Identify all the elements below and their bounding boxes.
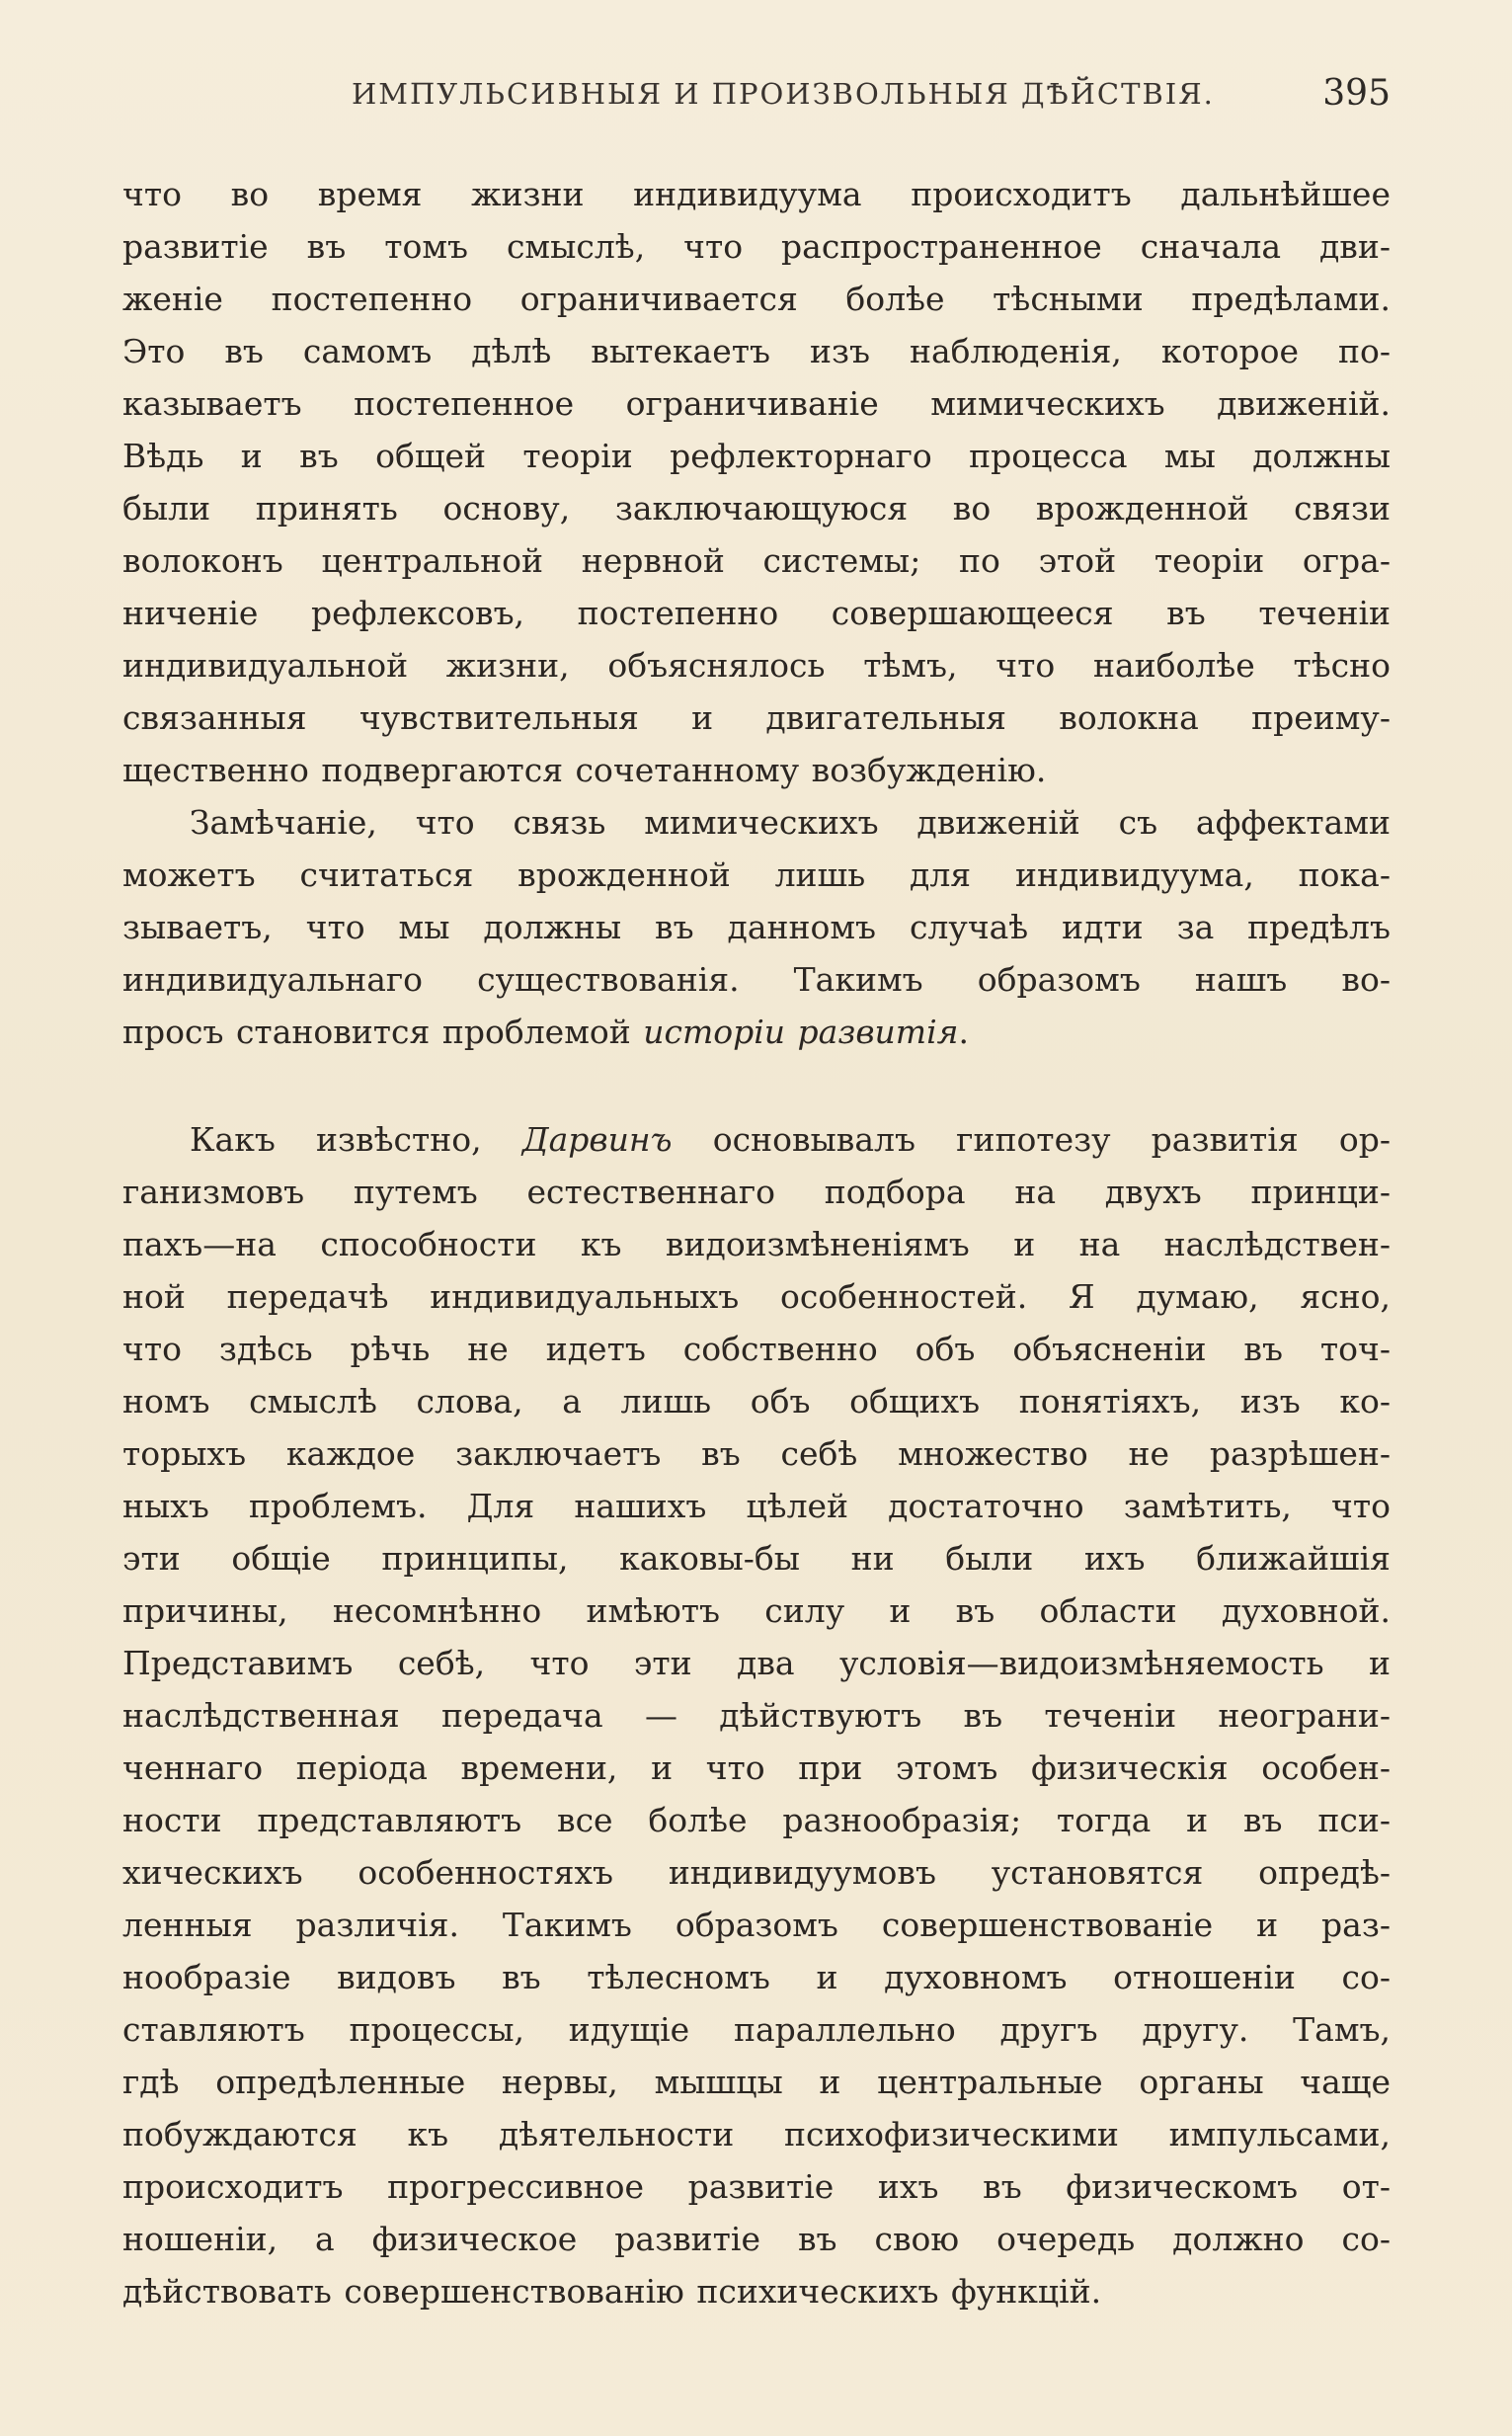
- text-line: можетъ считаться врожденной лишь для индивидуума, пока-: [122, 855, 1391, 894]
- text-line: ченнаго періода времени, и что при этомъ физическія особен-: [122, 1748, 1391, 1787]
- text-line: номъ смыслѣ слова, а лишь объ общихъ понятіяхъ, изъ ко-: [122, 1382, 1391, 1421]
- line-suffix: основывалъ гипотезу развитія ор-: [672, 1120, 1391, 1159]
- text-line: Это въ самомъ дѣлѣ вытекаетъ изъ наблюденія, которое по-: [122, 332, 1391, 370]
- text-line: волоконъ центральной нервной системы; по этой теоріи огра-: [122, 541, 1391, 580]
- paragraph-3: [122, 1113, 1391, 2317]
- text-line-with-italic: [122, 1006, 1391, 1058]
- text-line: Замѣчаніе, что связь мимическихъ движеній съ аффектами: [190, 803, 1391, 842]
- text-line: ленныя различія. Такимъ образомъ совершенствованіе и раз-: [122, 1906, 1391, 1944]
- text-line: развитіе въ томъ смыслѣ, что распространенное сначала дви-: [122, 227, 1391, 266]
- paragraph-2: [122, 796, 1391, 1058]
- line-prefix: Какъ извѣстно,: [190, 1120, 522, 1159]
- text-line: Вѣдь и въ общей теоріи рефлекторнаго процесса мы должны: [122, 437, 1391, 475]
- text-line: что здѣсь рѣчь не идетъ собственно объ объясненіи въ точ-: [122, 1330, 1391, 1368]
- running-title: ИМПУЛЬСИВНЫЯ И ПРОИЗВОЛЬНЫЯ ДѢЙСТВІЯ.: [352, 77, 1215, 111]
- text-line: происходитъ прогрессивное развитіе ихъ въ физическомъ от-: [122, 2167, 1391, 2206]
- section-gap: [122, 1058, 1391, 1113]
- text-line: эти общіе принципы, каковы-бы ни были ихъ ближайшія: [122, 1539, 1391, 1578]
- text-line: Представимъ себѣ, что эти два условія—видоизмѣняемость и: [122, 1644, 1391, 1682]
- text-line: ганизмовъ путемъ естественнаго подбора на двухъ принци-: [122, 1173, 1391, 1211]
- text-line: гдѣ опредѣленные нервы, мышцы и центральные органы чаще: [122, 2063, 1391, 2101]
- text-line: индивидуальнаго существованія. Такимъ образомъ нашъ во-: [122, 960, 1391, 999]
- paragraph-1: [122, 168, 1391, 796]
- italic-phrase: исторіи развитія: [643, 1013, 959, 1051]
- text-line: индивидуальной жизни, объяснялось тѣмъ, что наиболѣе тѣсно: [122, 646, 1391, 685]
- text-line-with-italic: [122, 1113, 1391, 1166]
- text-line: ной передачѣ индивидуальныхъ особенностей. Я думаю, ясно,: [122, 1277, 1391, 1316]
- text-line: ниченіе рефлексовъ, постепенно совершающееся въ теченіи: [122, 594, 1391, 632]
- line-prefix: просъ становится проблемой: [122, 1013, 644, 1051]
- text-line: торыхъ каждое заключаетъ въ себѣ множество не разрѣшен-: [122, 1434, 1391, 1473]
- running-header: [122, 73, 1391, 121]
- text-line: зываетъ, что мы должны въ данномъ случаѣ идти за предѣлъ: [122, 908, 1391, 946]
- text-line: ности представляютъ все болѣе разнообразія; тогда и въ пси-: [122, 1801, 1391, 1839]
- text-line: связанныя чувствительныя и двигательныя волокна преиму-: [122, 698, 1391, 737]
- italic-name: Дарвинъ: [521, 1120, 673, 1159]
- text-line: дѣйствовать совершенствованію психическихъ функцій.: [122, 2272, 1102, 2311]
- text-line: что во время жизни индивидуума происходитъ дальнѣйшее: [122, 175, 1391, 213]
- text-line: причины, несомнѣнно имѣютъ силу и въ области духовной.: [122, 1591, 1391, 1630]
- text-line: были принять основу, заключающуюся во врожденной связи: [122, 489, 1391, 528]
- text-line: ныхъ проблемъ. Для нашихъ цѣлей достаточно замѣтить, что: [122, 1487, 1391, 1525]
- line-suffix: .: [958, 1013, 969, 1051]
- text-line: побуждаются къ дѣятельности психофизическими импульсами,: [122, 2115, 1391, 2153]
- text-line: казываетъ постепенное ограничиваніе мимическихъ движеній.: [122, 384, 1391, 423]
- text-line: наслѣдственная передача — дѣйствуютъ въ теченіи неограни-: [122, 1696, 1391, 1735]
- text-line: ставляютъ процессы, идущіе параллельно другъ другу. Тамъ,: [122, 2010, 1391, 2049]
- text-line: женіе постепенно ограничивается болѣе тѣсными предѣлами.: [122, 280, 1391, 318]
- text-line: пахъ—на способности къ видоизмѣненіямъ и на наслѣдствен-: [122, 1225, 1391, 1263]
- body-text: [122, 168, 1391, 2317]
- text-line: нообразіе видовъ въ тѣлесномъ и духовномъ отношеніи со-: [122, 1958, 1391, 1996]
- text-line: хическихъ особенностяхъ индивидуумовъ установятся опредѣ-: [122, 1853, 1391, 1892]
- page-number: 395: [1322, 73, 1391, 114]
- text-line: щественно подвергаются сочетанному возбужденію.: [122, 751, 1047, 789]
- text-line: ношеніи, а физическое развитіе въ свою очередь должно со-: [122, 2220, 1391, 2258]
